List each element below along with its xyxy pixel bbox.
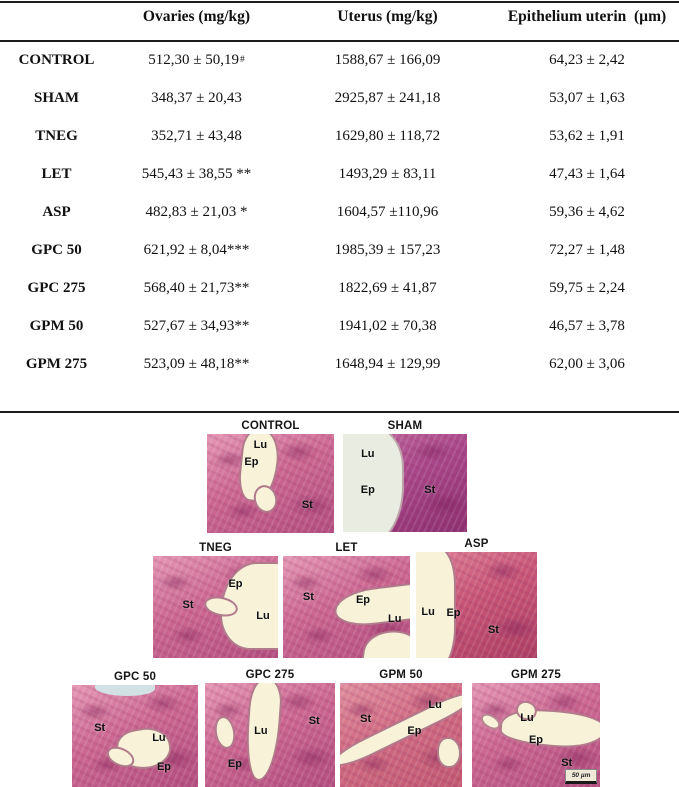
uterus-value — [280, 41, 495, 79]
row-group-label — [0, 117, 113, 155]
annotation-lu: Lu — [388, 613, 402, 626]
cell-text: 1941,02 ± 70,38 — [338, 317, 437, 334]
figure-let — [283, 542, 410, 658]
cell-text: 53,62 ± 1,91 — [549, 127, 625, 144]
histology-image — [205, 683, 335, 787]
table-row-gpc-275 — [0, 269, 679, 307]
row-group-label — [0, 193, 113, 231]
annotation-st: St — [301, 499, 313, 512]
cell-text: 47,43 ± 1,64 — [549, 165, 625, 182]
figure-sham — [343, 420, 467, 532]
annotation-st: St — [561, 757, 573, 770]
cell-text: 1604,57 ±110,96 — [336, 203, 439, 220]
uterus-value — [280, 117, 495, 155]
row-group-label — [0, 79, 113, 117]
ovaries-value — [113, 269, 280, 307]
histology-image — [416, 552, 537, 658]
table-row-gpm-275 — [0, 345, 679, 383]
uterus-value — [280, 231, 495, 269]
cell-text: 512,30 ± 50,19 — [148, 51, 239, 68]
annotation-st: St — [94, 721, 106, 734]
cell-text: 2925,87 ± 241,18 — [334, 89, 441, 106]
figure-label: GPC 275 — [245, 669, 295, 681]
uterus-value — [280, 79, 495, 117]
table-body — [0, 41, 679, 383]
cell-text: 72,27 ± 1,48 — [549, 241, 625, 258]
lumen-shape — [95, 685, 155, 696]
cell-text: 59,36 ± 4,62 — [549, 203, 625, 220]
table-header-row — [0, 5, 679, 29]
lumen-shape — [213, 715, 238, 751]
annotation-ep: Ep — [528, 734, 544, 747]
lumen-shape — [478, 711, 503, 733]
ovaries-value — [113, 155, 280, 193]
annotation-ep: Ep — [446, 607, 461, 620]
cell-text: ASP — [42, 203, 71, 220]
table-bottom-rule — [0, 411, 679, 413]
epithelium-value — [495, 231, 679, 269]
cell-text: 1648,94 ± 129,99 — [334, 355, 441, 372]
table-row-let — [0, 155, 679, 193]
column-header-2: Uterus (mg/kg) — [337, 8, 438, 26]
annotation-ep: Ep — [156, 760, 171, 773]
lumen-shape — [499, 707, 600, 750]
cell-text: 482,83 ± 21,03 * — [145, 203, 248, 220]
histology-image — [283, 556, 410, 658]
cell-text: TNEG — [35, 127, 78, 144]
cell-text: GPM 50 — [29, 317, 84, 334]
table-top-rule — [0, 1, 679, 3]
row-group-label — [0, 345, 113, 383]
column-header-0 — [0, 5, 113, 29]
epithelium-value — [495, 117, 679, 155]
annotation-lu: Lu — [520, 712, 534, 725]
figure-asp — [416, 538, 537, 658]
epithelium-value — [495, 193, 679, 231]
cell-text: 53,07 ± 1,63 — [549, 89, 625, 106]
row-group-label — [0, 41, 113, 79]
annotation-st: St — [424, 483, 436, 496]
table-row-tneg — [0, 117, 679, 155]
cell-text: SHAM — [34, 89, 79, 106]
cell-text: 62,00 ± 3,06 — [549, 355, 625, 372]
table-row-gpm-50 — [0, 307, 679, 345]
histology-image — [340, 683, 462, 787]
cell-text: 568,40 ± 21,73** — [143, 279, 250, 296]
cell-text: GPC 50 — [31, 241, 82, 258]
figure-gpc50 — [72, 671, 198, 787]
epithelium-value — [495, 307, 679, 345]
ovaries-value — [113, 117, 280, 155]
epithelium-value — [495, 41, 679, 79]
scale-bar: 50 µm — [565, 769, 598, 784]
annotation-lu: Lu — [256, 610, 270, 623]
annotation-ep: Ep — [228, 577, 243, 590]
ovaries-value — [113, 231, 280, 269]
ovaries-value — [113, 193, 280, 231]
uterus-value — [280, 155, 495, 193]
histology-image — [207, 434, 334, 533]
figure-label: GPM 275 — [511, 669, 561, 681]
ovaries-value: 512,30 ± 50,19 # — [148, 51, 245, 68]
epithelium-value — [495, 79, 679, 117]
histology-image — [343, 434, 467, 532]
lumen-shape — [416, 552, 456, 658]
epithelium-value — [495, 269, 679, 307]
annotation-lu: Lu — [253, 438, 268, 451]
annotation-ep: Ep — [227, 758, 242, 771]
row-group-label — [0, 307, 113, 345]
cell-text: 1985,39 ± 157,23 — [334, 241, 441, 258]
ovaries-value — [113, 79, 280, 117]
figure-gpm275 — [472, 669, 600, 787]
annotation-ep: Ep — [360, 483, 375, 496]
cell-text: CONTROL — [18, 51, 95, 68]
histology-image — [153, 556, 278, 658]
table-row-control — [0, 41, 679, 79]
figure-label: ASP — [464, 538, 489, 550]
uterus-value — [280, 269, 495, 307]
figure-gpm50 — [340, 669, 462, 787]
annotation-ep: Ep — [355, 593, 371, 606]
annotation-ep: Ep — [244, 455, 259, 468]
cell-text: 1588,67 ± 166,09 — [334, 51, 441, 68]
figure-label: GPM 50 — [379, 669, 423, 681]
cell-text: GPM 275 — [25, 355, 88, 372]
ovaries-value — [113, 307, 280, 345]
figure-label: CONTROL — [241, 420, 300, 432]
cell-text: 46,57 ± 3,78 — [549, 317, 625, 334]
cell-text: 1493,29 ± 83,11 — [338, 165, 437, 182]
uterus-value — [280, 307, 495, 345]
uterus-value — [280, 345, 495, 383]
table-row-gpc-50 — [0, 231, 679, 269]
uterus-value — [280, 193, 495, 231]
annotation-st: St — [182, 598, 194, 611]
cell-text: 352,71 ± 43,48 — [151, 127, 242, 144]
cell-text: 523,09 ± 48,18** — [143, 355, 250, 372]
figure-gpc275 — [205, 669, 335, 787]
table-row-sham — [0, 79, 679, 117]
annotation-lu: Lu — [361, 447, 375, 460]
cell-text: 545,43 ± 38,55 ** — [141, 165, 252, 182]
cell-text: 59,75 ± 2,24 — [549, 279, 625, 296]
lumen-shape — [437, 737, 461, 768]
row-group-label — [0, 155, 113, 193]
row-group-label — [0, 231, 113, 269]
cell-text: 1629,80 ± 118,72 — [334, 127, 441, 144]
annotation-lu: Lu — [152, 732, 166, 745]
annotation-st: St — [487, 624, 499, 637]
histology-image — [472, 683, 600, 787]
row-group-label — [0, 269, 113, 307]
column-header-3: Epithelium uterin (µm) — [507, 8, 667, 26]
cell-text: LET — [41, 165, 72, 182]
figure-tneg — [153, 542, 278, 658]
lumen-shape — [360, 626, 410, 658]
annotation-st: St — [302, 590, 314, 603]
epithelium-value — [495, 345, 679, 383]
cell-text: GPC 275 — [27, 279, 86, 296]
annotation-lu: Lu — [421, 606, 435, 619]
figure-label: TNEG — [199, 542, 232, 554]
ovaries-value — [113, 345, 280, 383]
annotation-lu: Lu — [428, 698, 442, 711]
cell-text: 64,23 ± 2,42 — [549, 51, 625, 68]
annotation-st: St — [360, 713, 372, 726]
cell-text: 348,37 ± 20,43 — [151, 89, 242, 106]
column-header-1: Ovaries (mg/kg) — [142, 8, 251, 26]
cell-text: 527,67 ± 34,93** — [143, 317, 250, 334]
figure-label: SHAM — [387, 420, 423, 432]
epithelium-value — [495, 155, 679, 193]
cell-text: 621,92 ± 8,04*** — [143, 241, 250, 258]
cell-text: 1822,69 ± 41,87 — [338, 279, 437, 296]
histology-image — [72, 685, 198, 787]
annotation-ep: Ep — [407, 724, 422, 737]
annotation-st: St — [308, 715, 320, 728]
annotation-lu: Lu — [254, 724, 268, 737]
figure-label: LET — [335, 542, 358, 554]
figure-control — [207, 420, 334, 533]
table-row-asp — [0, 193, 679, 231]
figure-label: GPC 50 — [113, 671, 157, 683]
